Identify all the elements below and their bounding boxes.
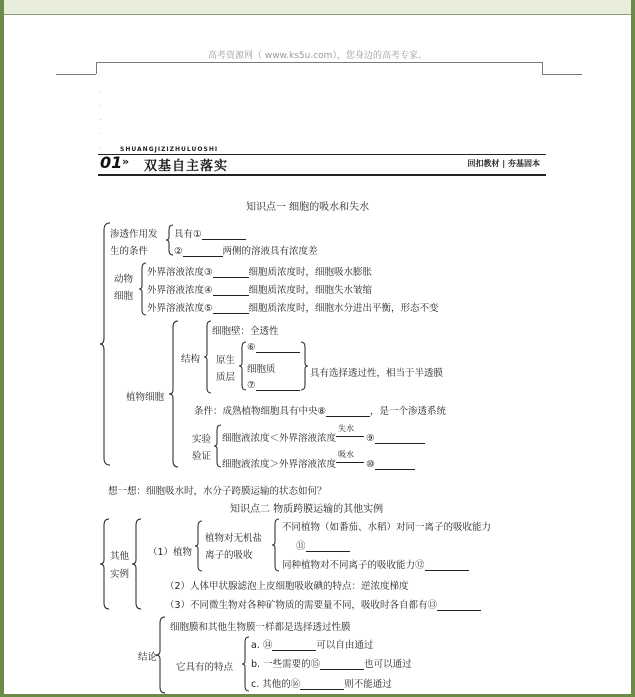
banner-right-text: 回扣教材 | 夯基固本 — [467, 159, 540, 168]
conclusion-label: 结论 — [138, 652, 158, 663]
exp-row-1: 细胞液浓度＜外界溶液浓度 失水 ⑨ — [222, 430, 425, 444]
chevron-right-icon: » — [122, 155, 130, 168]
proto-result: 具有选择透过性，相当于半透膜 — [310, 368, 444, 379]
other-label-2: 实例 — [110, 569, 130, 580]
other-label-1: 其他 — [110, 551, 130, 562]
plant-item-brace — [195, 520, 203, 572]
osmosis-cond-2: ② 两侧的溶液具有浓度差 — [174, 246, 318, 257]
conclusion-brace — [156, 616, 166, 694]
plant-item: （1）植物 — [148, 547, 193, 558]
think-question: 想一想：细胞吸水时，水分子跨膜运输的状态如何？ — [108, 486, 327, 497]
plant-result-2: ⑪ — [296, 538, 350, 552]
plant-label: 植物细胞 — [126, 392, 165, 403]
window-top-frame — [0, 0, 635, 15]
section2-heading: 知识点二 物质跨膜运输的其他实例 — [230, 504, 384, 515]
watermark: 高考资源网（ www.ks5u.com），您身边的高考专家。 — [208, 51, 427, 61]
protoplast-label-1: 原生 — [216, 355, 236, 366]
animal-brace — [139, 262, 147, 316]
protoplast-label-2: 质层 — [216, 372, 236, 383]
conclusion-line-1: 细胞膜和其他生物膜一样都是选择透过性膜 — [170, 622, 351, 633]
structure-label: 结构 — [181, 354, 201, 365]
feature-brace — [242, 636, 250, 692]
human-item: （2）人体甲状腺滤泡上皮细胞吸收碘的特点：逆浓度梯度 — [165, 581, 409, 592]
header-tick-right — [542, 62, 543, 74]
proto-item-1: ⑥ — [247, 342, 300, 353]
proto-item-2: 细胞质 — [247, 364, 276, 375]
header-line — [96, 62, 542, 63]
plant-brace — [169, 320, 179, 468]
plant-result-3: 同种植物对不同离子的吸收能力⑫ — [282, 557, 469, 571]
plant-result-1: 不同植物（如番茄、水稻）对同一离子的吸收能力 — [282, 522, 492, 533]
header-line-right — [542, 74, 582, 75]
banner-title: 双基自主落实 — [144, 159, 229, 174]
proto-result-brace — [301, 341, 309, 391]
plant-sub-2: 离子的吸收 — [205, 550, 253, 561]
banner-pinyin: SHUANGJIZIZHULUOSHI — [120, 146, 219, 153]
plant-sub-1: 植物对无机盐 — [205, 533, 263, 544]
microbe-item: （3）不同微生物对各种矿物质的需要量不同，吸收时各自都有⑬ — [165, 597, 481, 611]
osmosis-label-1: 渗透作用发 — [110, 229, 158, 240]
osmosis-cond-1: 具有① — [174, 226, 246, 240]
exp-row-2: 细胞液浓度＞外界溶液浓度 吸水 ⑩ — [222, 456, 415, 470]
animal-label-2: 细胞 — [114, 291, 134, 302]
animal-row-1: 外界溶液浓度③ 细胞质浓度时，细胞吸水膨胀 — [147, 267, 373, 278]
feature-a: a. ⑭ 可以自由通过 — [251, 640, 374, 651]
banner-number: 01 — [100, 153, 123, 172]
osmosis-brace — [166, 224, 174, 256]
cell-wall: 细胞壁：全透性 — [212, 326, 279, 337]
proto-item-3: ⑦ — [247, 380, 300, 391]
osmosis-label-2: 生的条件 — [110, 246, 149, 257]
other-inner-brace — [132, 518, 142, 610]
section-banner — [98, 146, 546, 176]
feature-label: 它具有的特点 — [176, 662, 234, 673]
animal-row-3: 外界溶液浓度⑤ 细胞质浓度时，细胞水分进出平衡，形态不变 — [147, 303, 439, 314]
animal-label-1: 动物 — [114, 274, 134, 285]
exp-label-2: 验证 — [192, 451, 212, 462]
protoplast-brace — [239, 341, 247, 391]
section1-heading: 知识点一 细胞的吸水和失水 — [246, 202, 370, 213]
other-outer-brace — [100, 518, 110, 610]
header-line-left — [56, 74, 96, 75]
outer-brace — [100, 222, 112, 467]
exp-label-1: 实验 — [192, 434, 212, 445]
left-border — [0, 0, 4, 697]
condition-text: 条件：成熟植物细胞具有中央⑧ ，是一个渗透系统 — [194, 406, 447, 417]
exp-brace — [214, 424, 222, 468]
feature-c: c. 其他的⑯ 则不能通过 — [251, 679, 392, 690]
structure-brace — [204, 320, 212, 394]
plant-result-brace — [272, 518, 280, 572]
right-border — [631, 0, 635, 697]
margin-dots: · · · · · — [100, 89, 102, 152]
animal-row-2: 外界溶液浓度④ 细胞质浓度时，细胞失水皱缩 — [147, 285, 373, 296]
header-tick-left — [96, 62, 97, 74]
feature-b: b. 一些需要的⑮ 也可以通过 — [251, 659, 412, 670]
